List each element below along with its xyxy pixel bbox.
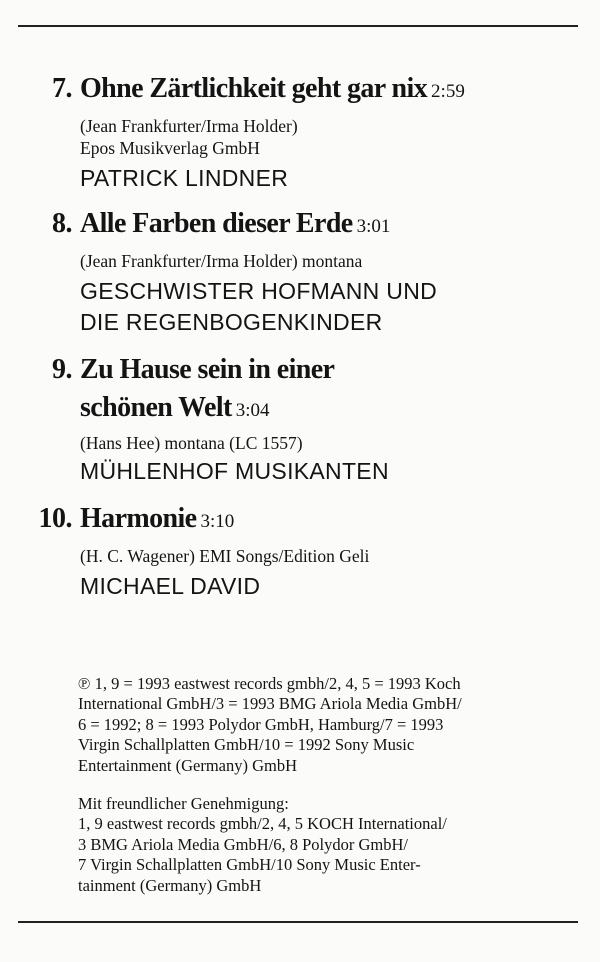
copyright-line: Entertainment (Germany) GmbH bbox=[78, 755, 298, 775]
copyright-line: Virgin Schallplatten GmbH/10 = 1992 Sony Music bbox=[78, 735, 415, 755]
track-title bbox=[80, 502, 580, 539]
copyright-line: ℗ 1, 9 = 1993 eastwest records gmbh/2, 4, 5 = 1993 Koch bbox=[78, 674, 461, 693]
credit-line: (Hans Hee) montana (LC 1557) bbox=[80, 433, 303, 453]
track-number: 8. bbox=[52, 208, 72, 239]
track-duration: 3:01 bbox=[356, 216, 391, 237]
track-duration: 2:59 bbox=[431, 81, 465, 102]
artist-line: MICHAEL DAVID bbox=[80, 573, 261, 599]
permission-line: 7 Virgin Schallplatten GmbH/10 Sony Music Enter- bbox=[78, 855, 421, 875]
credit-line: (H. C. Wagener) EMI Songs/Edition Geli bbox=[80, 546, 370, 566]
track-number: 9. bbox=[52, 354, 72, 385]
track-artist bbox=[80, 456, 580, 487]
track-title-text: Ohne Zärtlichkeit geht gar nix bbox=[80, 73, 428, 104]
credit-line: Epos Musikverlag GmbH bbox=[80, 138, 260, 158]
track-title bbox=[80, 72, 580, 109]
bottom-rule bbox=[18, 921, 578, 923]
track-credits bbox=[80, 432, 580, 454]
copyright-line: International GmbH/3 = 1993 BMG Ariola Media GmbH/ bbox=[78, 694, 462, 714]
top-rule bbox=[18, 25, 578, 27]
permission-line: 1, 9 eastwest records gmbh/2, 4, 5 KOCH International/ bbox=[78, 814, 447, 834]
track-title-line: schönen Welt bbox=[80, 392, 232, 423]
credit-line: (Jean Frankfurter/Irma Holder) bbox=[80, 116, 298, 136]
permission-line: 3 BMG Ariola Media GmbH/6, 8 Polydor GmbH/ bbox=[78, 834, 408, 854]
credit-line: (Jean Frankfurter/Irma Holder) montana bbox=[80, 251, 363, 271]
copyright-notice bbox=[78, 674, 580, 776]
track-title-text: Harmonie bbox=[80, 503, 197, 534]
track-duration: 3:10 bbox=[200, 511, 235, 532]
track-duration: 3:04 bbox=[235, 400, 270, 421]
track-credits bbox=[80, 250, 580, 272]
permission-notice bbox=[78, 794, 580, 896]
artist-line: MÜHLENHOF MUSIKANTEN bbox=[80, 458, 389, 484]
track-artist bbox=[80, 163, 580, 194]
artist-line: PATRICK LINDNER bbox=[80, 165, 289, 191]
artist-line: DIE REGENBOGENKINDER bbox=[80, 309, 383, 335]
track-artist bbox=[80, 571, 580, 602]
artist-line: GESCHWISTER HOFMANN UND bbox=[80, 278, 438, 304]
track-title bbox=[80, 207, 580, 244]
track-number: 7. bbox=[52, 73, 72, 104]
permission-line: tainment (Germany) GmbH bbox=[78, 875, 262, 895]
track-artist bbox=[80, 276, 580, 338]
copyright-line: 6 = 1992; 8 = 1993 Polydor GmbH, Hamburg/7 = 1993 bbox=[78, 714, 444, 734]
track-title bbox=[80, 353, 580, 428]
track-number: 10. bbox=[38, 503, 72, 534]
permission-line: Mit freundlicher Genehmigung: bbox=[78, 794, 289, 813]
track-credits bbox=[80, 115, 580, 159]
track-title-line: Zu Hause sein in einer bbox=[80, 354, 335, 385]
track-title-text: Alle Farben dieser Erde bbox=[80, 208, 353, 239]
track-credits bbox=[80, 545, 580, 567]
